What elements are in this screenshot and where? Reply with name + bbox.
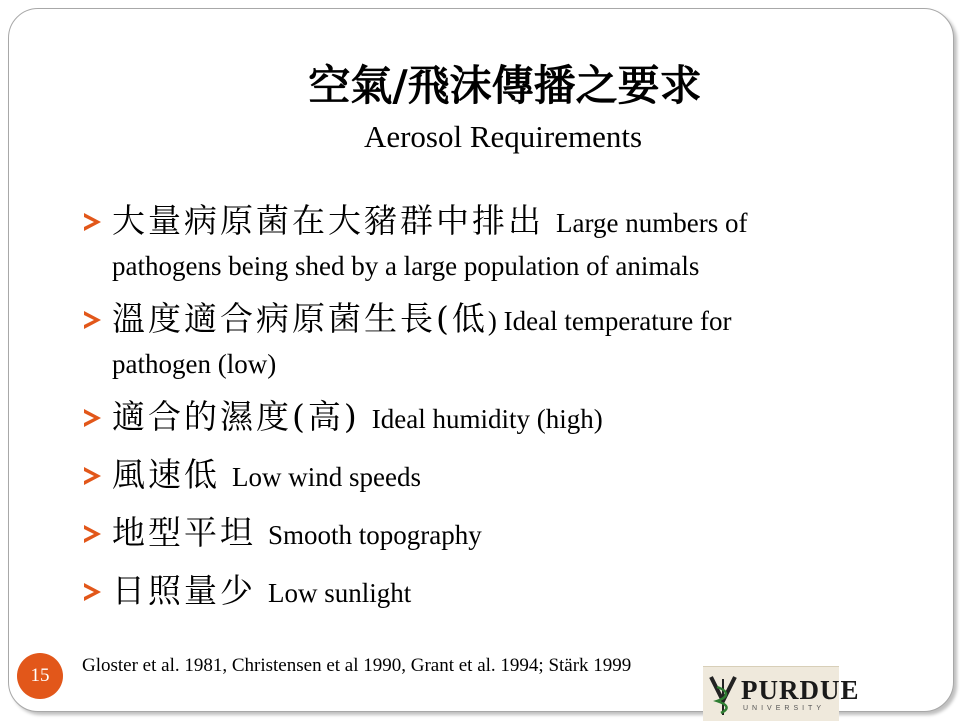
bullet-item	[82, 198, 912, 296]
bullet-zh: 日照量少	[112, 571, 256, 610]
arrow-bullet-icon	[82, 210, 104, 234]
arrow-bullet-icon	[82, 580, 104, 604]
bullet-zh: 適合的濕度(高)	[112, 397, 360, 436]
logo-name: PURDUE	[741, 675, 860, 705]
arrow-bullet-icon	[82, 308, 104, 332]
bullet-item	[82, 296, 912, 394]
bullet-zh: 溫度適合病原菌生長(低	[112, 299, 488, 338]
logo-sub: UNIVERSITY	[743, 705, 826, 712]
bullet-zh: 風速低	[112, 455, 220, 494]
bullet-zh: 地型平坦	[112, 513, 256, 552]
slide-number-badge: 15	[17, 653, 63, 699]
citation: Gloster et al. 1981, Christensen et al 1990, Grant et al. 1994; Stärk 1999	[82, 655, 632, 676]
bullet-en: Low wind speeds	[232, 462, 421, 492]
purdue-logo	[703, 666, 860, 721]
bullet-en: Large numbers of	[556, 208, 748, 238]
bullet-zh: 大量病原菌在大豬群中排出	[112, 201, 544, 240]
bullet-item	[82, 568, 912, 626]
arrow-bullet-icon	[82, 464, 104, 488]
slide-title-chinese: 空氣/飛沫傳播之要求	[308, 61, 702, 110]
bullet-list	[82, 198, 912, 626]
bullet-en-continued: pathogens being shed by a large population of animals	[112, 251, 700, 281]
bullet-en: ) Ideal temperature for	[487, 306, 732, 336]
veterinary-caduceus-icon	[707, 671, 739, 717]
bullet-en: Low sunlight	[268, 578, 412, 608]
bullet-en: Smooth topography	[268, 520, 482, 550]
bullet-en: Ideal humidity (high)	[371, 404, 603, 434]
bullet-en-continued: pathogen (low)	[112, 349, 277, 379]
slide-title-english: Aerosol Requirements	[363, 119, 643, 154]
arrow-bullet-icon	[82, 522, 104, 546]
bullet-item	[82, 510, 912, 568]
bullet-item	[82, 394, 912, 452]
arrow-bullet-icon	[82, 406, 104, 430]
bullet-item	[82, 452, 912, 510]
